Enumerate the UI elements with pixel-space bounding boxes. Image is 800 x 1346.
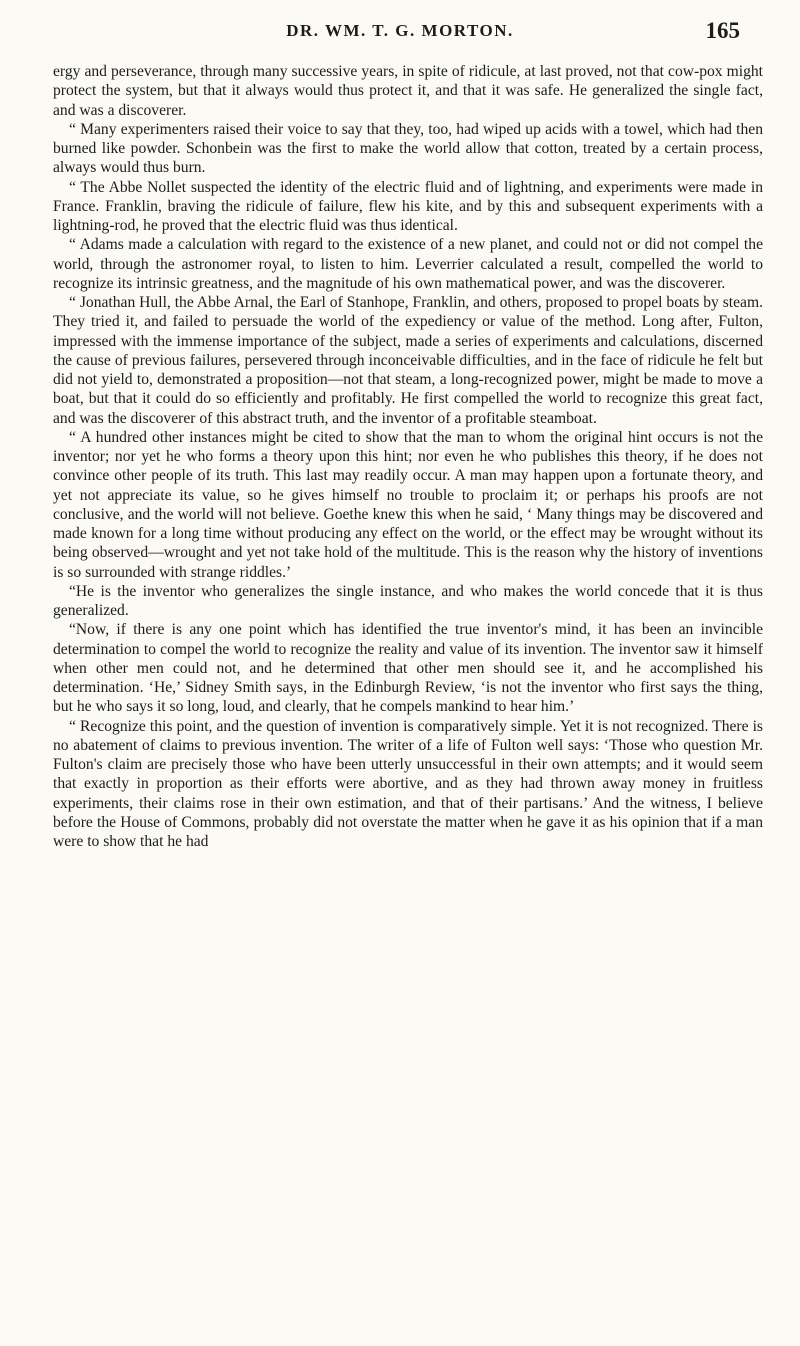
paragraph-2: “ Many experimenters raised their voice to say that they, too, had wiped up acids with a towel, which had then burned like powder. Schonbein was the first to make the world allow that cotton, treated by a certain process, always would thus burn.	[53, 120, 763, 177]
paragraph-7: “He is the inventor who generalizes the single instance, and who makes the world concede that it is thus generalized.	[53, 582, 763, 619]
paragraph-6: “ A hundred other instances might be cited to show that the man to whom the original hint occurs is not the inventor; nor yet he who forms a theory upon this hint; nor even he who publishes this theory, if he does not convince other people of its truth. This last may readily occur. A man may happen upon a fortunate theory, and yet not appreciate its value, so he gives himself no trouble to proclaim it; or perhaps his proofs are not conclusive, and the world will not believe. Goethe knew this when he said, ‘ Many things may be discovered and made known for a long time without producing any effect on the world, or the effect may be wrought without its being observed—wrought and yet not take hold of the multitude. This is the reason why the history of inventions is so surrounded with strange riddles.’	[53, 428, 763, 581]
page-header	[0, 18, 800, 48]
paragraph-1: ergy and perseverance, through many successive years, in spite of ridicule, at last proved, not that cow-pox might protect the system, but that it always would thus protect it, and that it was safe. He generalized the single fact, and was a discoverer.	[53, 63, 763, 119]
paragraph-5: “ Jonathan Hull, the Abbe Arnal, the Earl of Stanhope, Franklin, and others, proposed to propel boats by steam. They tried it, and failed to persuade the world of the expediency or value of the method. Long after, Fulton, impressed with the immense importance of the subject, made a series of experiments and calculations, discerned the cause of previous failures, persevered through inconceivable difficulties, and in the face of ridicule he felt but did not yield to, demonstrated a proposition—not that steam, a long-recognized power, might be made to move a boat, but that it could do so efficiently and profitably. He first compelled the world to recognize this great fact, and was the discoverer of this abstract truth, and the inventor of a profitable steamboat.	[53, 294, 763, 427]
paragraph-8: “Now, if there is any one point which has identified the true inventor's mind, it has been an invincible determination to compel the world to recognize the reality and value of its invention. The inventor saw it himself when other men could not, and he determined that other men should see it, and he accomplished his determination. ‘He,’ Sidney Smith says, in the Edinburgh Review, ‘is not the inventor who first says the thing, but he who says it so long, loud, and clearly, that he compels mankind to hear him.’	[53, 621, 763, 716]
paragraph-9: “ Recognize this point, and the question of invention is comparatively simple. Yet it is not recognized. There is no abatement of claims to previous invention. The writer of a life of Fulton well says: ‘Those who question Mr. Fulton's claim are precisely those who have been utterly unsuccessful in their own attempts; and it would seem that exactly in proportion as their efforts were abortive, and as they had thrown away money in fruitless experiments, their claims rose in their own estimation, and that of their partisans.’ And the witness, I believe before the House of Commons, probably did not overstate the matter when he gave it as his opinion that if a man were to show that he had	[53, 717, 763, 850]
paragraph-4: “ Adams made a calculation with regard to the existence of a new planet, and could not or did not compel the world, through the astronomer royal, to listen to him. Leverrier calculated a result, compelled the world to recognize its intrinsic greatness, and the magnitude of his own mathematical power, and was the discoverer.	[53, 236, 763, 292]
running-head: DR. WM. T. G. MORTON.	[286, 21, 514, 40]
paragraph-3: “ The Abbe Nollet suspected the identity of the electric fluid and of lightning, and experiments were made in France. Franklin, braving the ridicule of failure, flew his kite, and by this and subsequent experiments with a lightning-rod, he proved that the electric fluid was thus identical.	[53, 178, 763, 234]
page-number: 165	[705, 18, 740, 43]
body-text	[53, 62, 763, 851]
